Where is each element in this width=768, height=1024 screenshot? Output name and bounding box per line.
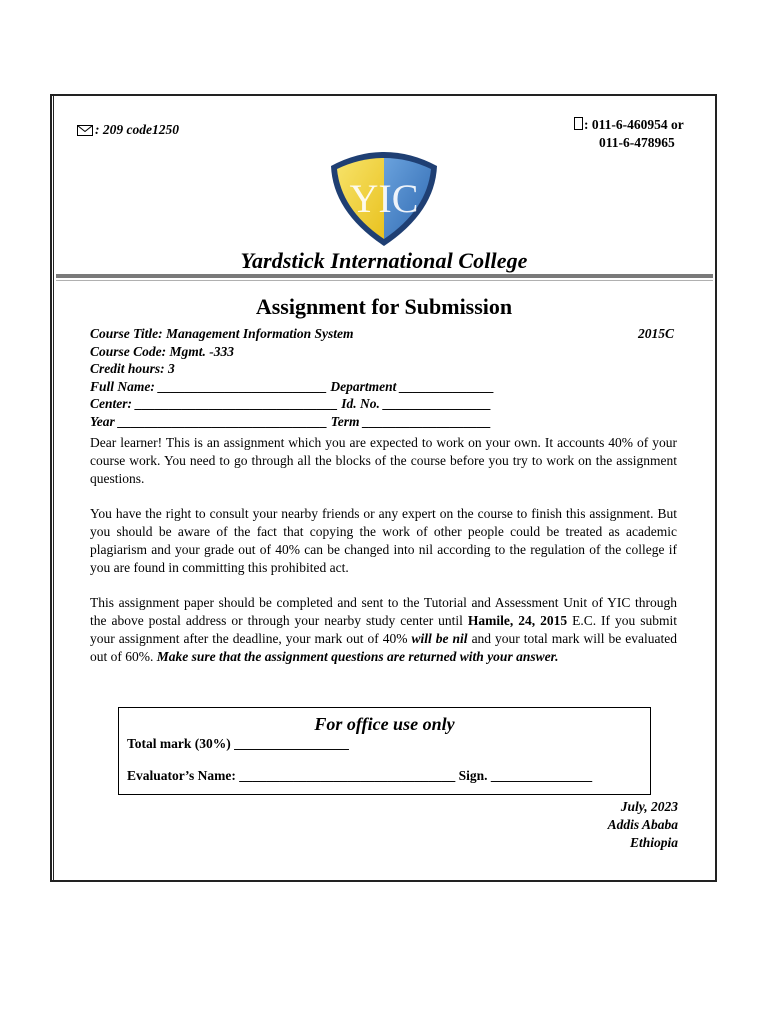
phone-block <box>574 116 684 152</box>
paragraph-3-a: This assignment paper should be completed and sent to the Tutorial and Assessment Unit of YIC through the above postal address or through your nearby study center until <box>90 595 677 628</box>
course-title: Course Title: Management Information System <box>90 326 354 341</box>
logo-monogram: YIC <box>349 176 419 221</box>
paragraph-3-b: E.C. If you submit your assignment after the deadline, your mark out of 40% <box>90 613 678 646</box>
instructions <box>90 434 677 683</box>
closing-block <box>608 798 678 852</box>
course-code: Course Code: Mgmt. -333 <box>90 343 235 359</box>
phone-line-2: 011-6-478965 <box>599 135 675 150</box>
pobox-line <box>77 122 179 138</box>
emphasis-note: Make sure that the assignment questions are returned with your answer. <box>156 649 559 664</box>
closing-country: Ethiopia <box>629 835 678 850</box>
college-logo <box>327 150 441 248</box>
page-title: Assignment for Submission <box>255 294 513 319</box>
year-term-field[interactable]: Year _______________________________ Term ___________________ <box>90 413 492 429</box>
paragraph-3 <box>90 594 677 666</box>
evaluator-field[interactable]: Evaluator’s Name: ________________________________ Sign. _______________ <box>127 768 593 783</box>
pobox-text: : 209 code1250 <box>95 122 179 137</box>
office-use-box <box>118 707 651 795</box>
paragraph-3-c: and your total mark will be evaluated out of 60%. <box>90 631 677 664</box>
will-be-nil: will be nil <box>411 631 468 646</box>
center-field[interactable]: Center: ______________________________ Id. No. ________________ <box>90 396 492 411</box>
envelope-icon <box>77 125 93 136</box>
paragraph-1: Dear learner! This is an assignment which you are expected to work on your own. It accounts 40% of your course work. You need to go through all the blocks of the course before you try to work on the assignment questions. <box>90 435 677 486</box>
phone-line-1: : 011-6-460954 or <box>584 117 684 132</box>
deadline: Hamile, 24, 2015 <box>467 613 568 628</box>
total-mark-field[interactable]: Total mark (30%) _________________ <box>127 736 349 751</box>
closing-city: Addis Ababa <box>607 817 678 832</box>
credit-hours: Credit hours: 3 <box>90 361 175 376</box>
header-divider-thin <box>56 280 713 281</box>
office-title: For office use only <box>314 714 455 734</box>
phone-icon <box>574 117 583 130</box>
closing-date: July, 2023 <box>620 799 678 814</box>
year-code: 2015C <box>637 326 674 341</box>
course-info <box>90 325 680 430</box>
header-divider <box>56 274 713 278</box>
full-name-field[interactable]: Full Name: _________________________ Department ______________ <box>90 378 495 394</box>
paragraph-2: You have the right to consult your nearby friends or any expert on the course to finish this assignment. But you should be aware of the fact that copying the work of other people could be treated as academic plagiarism and your grade out of 40% can be changed into nil according to the regulation of the college if you are found in committing this prohibited act. <box>90 506 677 575</box>
college-name: Yardstick International College <box>240 248 528 273</box>
